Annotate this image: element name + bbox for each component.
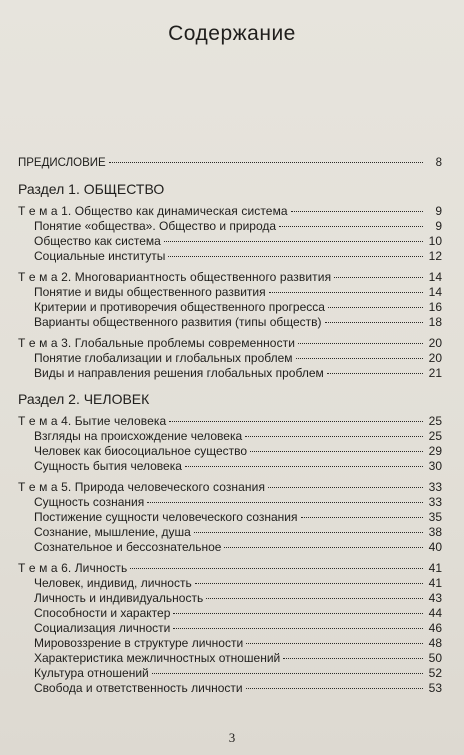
- toc-subentry: [18, 621, 442, 636]
- toc-entry-label: Критерии и противоречия общественного прогресса: [34, 300, 325, 314]
- toc-entry-preface: [18, 156, 442, 171]
- toc-subentry: [18, 285, 442, 300]
- toc-subentry: [18, 249, 442, 264]
- dot-leader: [325, 322, 423, 323]
- toc-entry-page: 9: [435, 219, 442, 233]
- toc-subentry: [18, 315, 442, 330]
- dot-leader: [268, 487, 423, 488]
- dot-leader: [250, 451, 423, 452]
- toc-entry-page: 14: [428, 285, 442, 299]
- toc-entry-label: Сущность бытия человека: [34, 459, 182, 473]
- dot-leader: [334, 277, 423, 278]
- toc-theme-entry: [18, 336, 442, 351]
- toc-subentry: [18, 300, 442, 315]
- toc-entry-label: Виды и направления решения глобальных проблем: [34, 366, 324, 380]
- toc-entry-page: 18: [428, 315, 442, 329]
- dot-leader: [147, 502, 423, 503]
- toc-entry-page: 30: [428, 459, 442, 473]
- dot-leader: [194, 532, 423, 533]
- toc-subentry: [18, 540, 442, 555]
- dot-leader: [246, 688, 423, 689]
- toc-theme-entry: [18, 204, 442, 219]
- toc-entry-label: Мировоззрение в структуре личности: [34, 636, 244, 650]
- toc-entry-label: Личность и индивидуальность: [34, 591, 204, 605]
- toc-entry-page: 48: [428, 636, 442, 650]
- toc-entry-label: Понятие «общества». Общество и природа: [34, 219, 277, 233]
- toc-entry-label: Постижение сущности человеческого сознания: [34, 510, 298, 524]
- dot-leader: [283, 658, 423, 659]
- toc-entry-page: 12: [428, 249, 442, 263]
- toc-entry-page: 52: [428, 666, 442, 680]
- toc-entry-page: 33: [428, 480, 442, 494]
- toc-entry-label: Взгляды на происхождение человека: [34, 429, 243, 443]
- toc-entry-label: Понятие и виды общественного развития: [34, 285, 266, 299]
- toc-subentry: [18, 636, 442, 651]
- toc-entry-page: 25: [428, 414, 442, 428]
- toc-entry-label: Т е м а 6. Личность: [18, 561, 128, 575]
- table-of-contents: [18, 156, 442, 696]
- toc-subentry: [18, 525, 442, 540]
- spacer: [18, 381, 442, 390]
- dot-leader: [164, 241, 423, 242]
- toc-entry-label: Понятие глобализации и глобальных проблем: [34, 351, 293, 365]
- toc-theme-entry: [18, 414, 442, 429]
- toc-entry-label: Сознательное и бессознательное: [34, 540, 222, 554]
- toc-entry-page: 40: [428, 540, 442, 554]
- toc-entry-page: 16: [428, 300, 442, 314]
- toc-entry-label: Социальные институты: [34, 249, 166, 263]
- toc-subentry: [18, 351, 442, 366]
- toc-entry-page: 41: [428, 576, 442, 590]
- toc-theme-entry: [18, 480, 442, 495]
- page-title: Содержание: [168, 22, 296, 45]
- dot-leader: [245, 436, 423, 437]
- dot-leader: [173, 613, 423, 614]
- dot-leader: [109, 162, 423, 163]
- dot-leader: [298, 343, 423, 344]
- toc-entry-label: ПРЕДИСЛОВИЕ: [18, 157, 106, 169]
- toc-entry-page: 50: [428, 651, 442, 665]
- dot-leader: [185, 466, 423, 467]
- page-number: 3: [228, 730, 236, 745]
- dot-leader: [195, 583, 423, 584]
- toc-subentry: [18, 459, 442, 474]
- dot-leader: [246, 643, 423, 644]
- toc-entry-page: 20: [428, 351, 442, 365]
- toc-subentry: [18, 666, 442, 681]
- section-heading: Раздел 1. ОБЩЕСТВО: [18, 181, 165, 197]
- toc-subentry: [18, 510, 442, 525]
- toc-entry-label: Варианты общественного развития (типы обществ): [34, 315, 322, 329]
- toc-subentry: [18, 651, 442, 666]
- toc-entry-page: 21: [428, 366, 442, 380]
- toc-entry-label: Т е м а 1. Общество как динамическая система: [18, 204, 288, 218]
- dot-leader: [206, 598, 423, 599]
- toc-theme-entry: [18, 270, 442, 285]
- toc-entry-label: Общество как система: [34, 234, 161, 248]
- toc-subentry: [18, 366, 442, 381]
- toc-subentry: [18, 429, 442, 444]
- dot-leader: [173, 628, 423, 629]
- toc-entry-page: 35: [428, 510, 442, 524]
- dot-leader: [169, 421, 423, 422]
- dot-leader: [327, 373, 423, 374]
- toc-entry-page: 8: [435, 157, 442, 169]
- toc-subentry: [18, 234, 442, 249]
- dot-leader: [224, 547, 423, 548]
- dot-leader: [152, 673, 423, 674]
- toc-entry-label: Т е м а 3. Глобальные проблемы современности: [18, 336, 296, 350]
- toc-entry-page: 43: [428, 591, 442, 605]
- toc-entry-page: 53: [428, 681, 442, 695]
- section-heading: Раздел 2. ЧЕЛОВЕК: [18, 391, 150, 407]
- toc-subentry: [18, 681, 442, 696]
- dot-leader: [279, 226, 423, 227]
- toc-entry-label: Свобода и ответственность личности: [34, 681, 243, 695]
- toc-entry-label: Способности и характер: [34, 606, 171, 620]
- toc-entry-page: 10: [428, 234, 442, 248]
- toc-entry-page: 20: [428, 336, 442, 350]
- toc-subentry: [18, 591, 442, 606]
- toc-entry-page: 9: [435, 204, 442, 218]
- dot-leader: [130, 568, 423, 569]
- toc-entry-label: Т е м а 2. Многовариантность общественного развития: [18, 270, 332, 284]
- toc-entry-label: Т е м а 5. Природа человеческого сознания: [18, 480, 266, 494]
- dot-leader: [168, 256, 423, 257]
- dot-leader: [328, 307, 423, 308]
- toc-entry-label: Человек как биосоциальное существо: [34, 444, 248, 458]
- toc-entry-page: 33: [428, 495, 442, 509]
- toc-entry-label: Т е м а 4. Бытие человека: [18, 414, 167, 428]
- toc-subentry: [18, 444, 442, 459]
- toc-entry-page: 14: [428, 270, 442, 284]
- toc-entry-label: Социализация личности: [34, 621, 171, 635]
- toc-theme-entry: [18, 561, 442, 576]
- toc-entry-page: 41: [428, 561, 442, 575]
- toc-entry-label: Человек, индивид, личность: [34, 576, 192, 590]
- toc-entry-page: 29: [428, 444, 442, 458]
- toc-subentry: [18, 495, 442, 510]
- toc-entry-page: 25: [428, 429, 442, 443]
- toc-entry-page: 44: [428, 606, 442, 620]
- toc-subentry: [18, 576, 442, 591]
- toc-entry-label: Сущность сознания: [34, 495, 145, 509]
- toc-entry-label: Культура отношений: [34, 666, 149, 680]
- toc-entry-page: 46: [428, 621, 442, 635]
- toc-subentry: [18, 606, 442, 621]
- toc-entry-label: Характеристика межличностных отношений: [34, 651, 281, 665]
- dot-leader: [296, 358, 424, 359]
- toc-subentry: [18, 219, 442, 234]
- dot-leader: [301, 517, 423, 518]
- dot-leader: [269, 292, 423, 293]
- dot-leader: [291, 211, 423, 212]
- toc-entry-label: Сознание, мышление, душа: [34, 525, 191, 539]
- toc-entry-page: 38: [428, 525, 442, 539]
